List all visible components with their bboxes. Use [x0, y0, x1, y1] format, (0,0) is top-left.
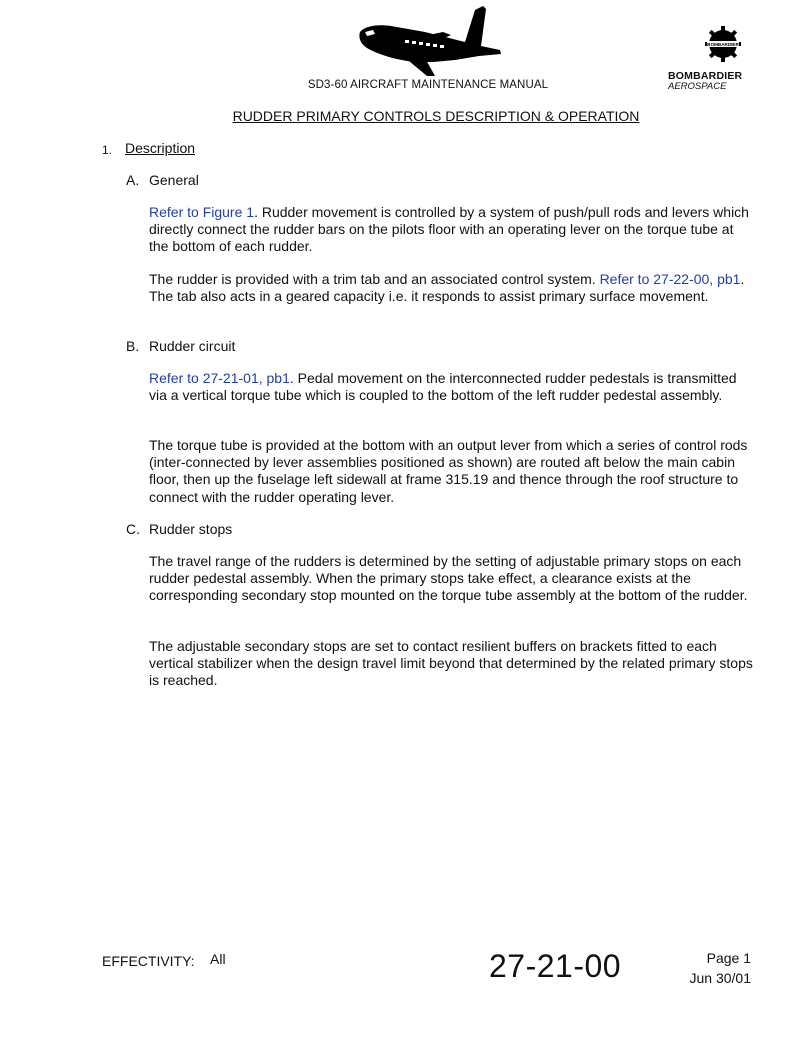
aircraft-illustration [355, 2, 505, 78]
logo-subtitle: AEROSPACE [668, 81, 727, 92]
ref-27-22-00-link[interactable]: Refer to 27-22-00, pb1 [599, 271, 741, 287]
paragraph: The adjustable secondary stops are set to contact resilient buffers on brackets fitted to each vertical stabilizer when the design travel limit beyond that determined by the related primary stops is reached. [149, 638, 753, 689]
figure-1-link[interactable]: Refer to Figure 1 [149, 204, 255, 220]
paragraph: The rudder is provided with a trim tab and an associated control system. Refer to 27-22-00, pb1. The tab also acts in a geared capacity i.e. it responds to assist primary surface movement. [149, 271, 745, 305]
subsection-title: General [149, 172, 199, 188]
manual-title: SD3-60 AIRCRAFT MAINTENANCE MANUAL [307, 79, 549, 91]
section-title: Description [125, 140, 196, 156]
ref-27-21-01-link[interactable]: Refer to 27-21-01, pb1 [149, 370, 290, 386]
subsection-letter: A. [126, 172, 140, 188]
effectivity-label: EFFECTIVITY: [102, 953, 195, 969]
paragraph: Refer to 27-21-01, pb1. Pedal movement on the interconnected rudder pedestals is transmitted via a vertical torque tube which is coupled to the bottom of the left rudder pedestal assembly. [149, 370, 737, 404]
document-title: RUDDER PRIMARY CONTROLS DESCRIPTION & OPERATION [232, 108, 640, 124]
subsection-letter: C. [126, 521, 140, 537]
paragraph: The torque tube is provided at the bottom with an output lever from which a series of control rods (inter-connected by lever assemblies positioned as shown) are routed aft below the main cabin floor, then up the fuselage left sidewall at frame 315.19 and thence through the roof structure to connect with the rudder operating lever. [149, 437, 748, 505]
chapter-number: 27-21-00 [489, 948, 622, 984]
subsection-title: Rudder circuit [149, 338, 236, 354]
page-number: Page 1 [706, 950, 751, 966]
subsection-title: Rudder stops [149, 521, 233, 537]
paragraph: The travel range of the rudders is determined by the setting of adjustable primary stops on each rudder pedestal assembly. When the primary stops take effect, a clearance exists at the corresponding secondary stop mounted on the torque tube assembly at the bottom of the rudder. [149, 553, 748, 604]
page-date: Jun 30/01 [689, 970, 751, 986]
svg-text:BOMBARDIER: BOMBARDIER [707, 42, 739, 47]
bombardier-gear-logo [704, 25, 742, 63]
logo-name: BOMBARDIER [668, 70, 743, 82]
section-number: 1. [102, 143, 113, 157]
effectivity-value: All [210, 951, 226, 967]
subsection-letter: B. [126, 338, 140, 354]
paragraph: Refer to Figure 1. Rudder movement is controlled by a system of push/pull rods and levers which directly connect the rudder bars on the pilots floor with an operating lever on the torque tube at the bottom of each rudder. [149, 204, 749, 255]
